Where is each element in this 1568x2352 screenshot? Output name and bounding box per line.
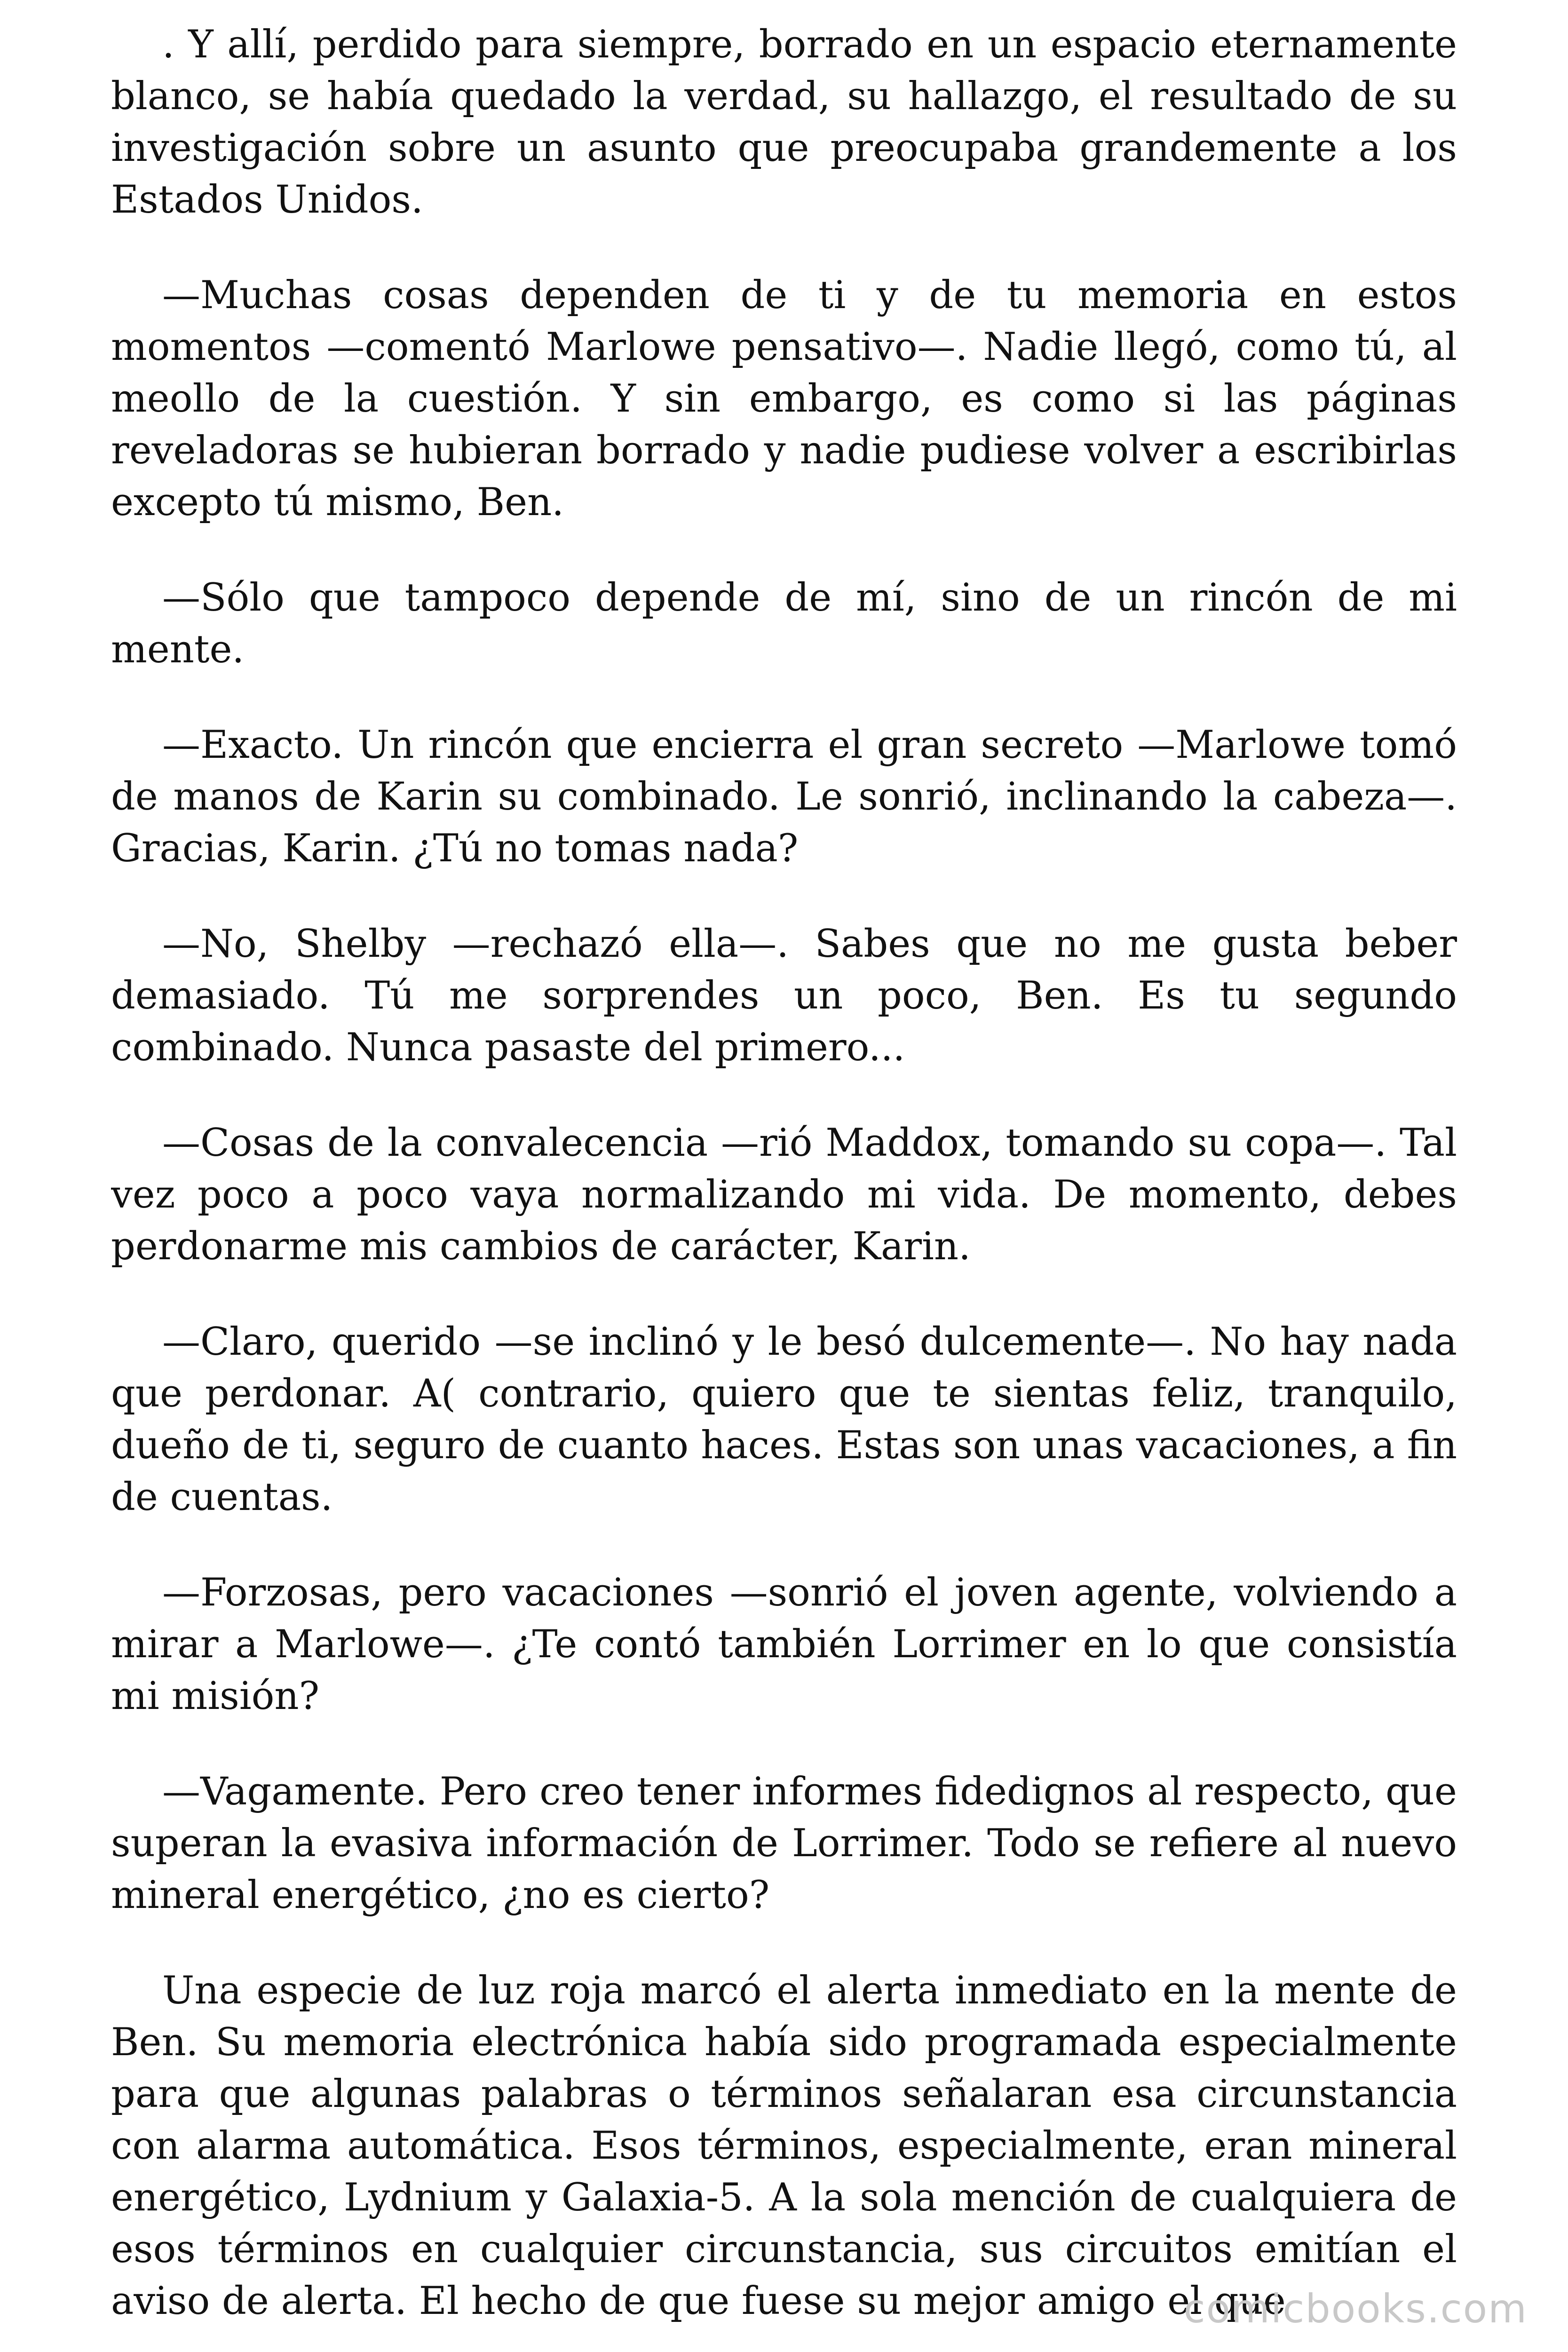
paragraph: . Y allí, perdido para siempre, borrado en un espacio eternamente blanco, se había quedado la verdad, su hallazgo, el resultado de su investigación sobre un asunto que preocupaba grandemente a los Estados Unidos. — [111, 23, 1457, 222]
paragraph: —Muchas cosas dependen de ti y de tu memoria en estos momentos —comentó Marlowe pensativo—. Nadie llegó, como tú, al meollo de la cuestión. Y sin embargo, es como si las páginas reveladoras se hubieran borrado y nadie pudiese volver a escribirlas excepto tú mismo, Ben. — [111, 273, 1457, 524]
watermark: comicbooks.com — [1183, 2286, 1528, 2332]
book-page — [111, 19, 1457, 2343]
paragraph: —Vagamente. Pero creo tener informes fidedignos al respecto, que superan la evasiva información de Lorrimer. Todo se refiere al nuevo mineral energético, ¿no es cierto? — [111, 1770, 1457, 1917]
paragraph: —Claro, querido —se inclinó y le besó dulcemente—. No hay nada que perdonar. A( contrario, quiero que te sientas feliz, tranquilo, dueño de ti, seguro de cuanto haces. Estas son unas vacaciones, a fin de cuentas. — [111, 1320, 1457, 1519]
paragraph: —Sólo que tampoco depende de mí, sino de un rincón de mi mente. — [111, 576, 1457, 672]
paragraph: —No, Shelby —rechazó ella—. Sabes que no me gusta beber demasiado. Tú me sorprendes un poco, Ben. Es tu segundo combinado. Nunca pasaste del primero... — [111, 922, 1457, 1070]
paragraph: —Exacto. Un rincón que encierra el gran secreto —Marlowe tomó de manos de Karin su combinado. Le sonrió, inclinando la cabeza—. Gracias, Karin. ¿Tú no tomas nada? — [111, 723, 1457, 871]
paragraph: Una especie de luz roja marcó el alerta inmediato en la mente de Ben. Su memoria electrónica había sido programada especialmente para que algunas palabras o términos señalaran esa circunstancia con alarma automática. Esos términos, especialmente, eran mineral energético, Lydnium y Galaxia-5. A la sola mención de cualquiera de esos términos en cualquier circunstancia, sus circuitos emitían el aviso de alerta. El hecho de que fuese su mejor amigo el que — [111, 1969, 1457, 2323]
paragraph: —Forzosas, pero vacaciones —sonrió el joven agente, volviendo a mirar a Marlowe—. ¿Te contó también Lorrimer en lo que consistía mi misión? — [111, 1571, 1457, 1718]
paragraph: —Cosas de la convalecencia —rió Maddox, tomando su copa—. Tal vez poco a poco vaya normalizando mi vida. De momento, debes perdonarme mis cambios de carácter, Karin. — [111, 1121, 1457, 1269]
